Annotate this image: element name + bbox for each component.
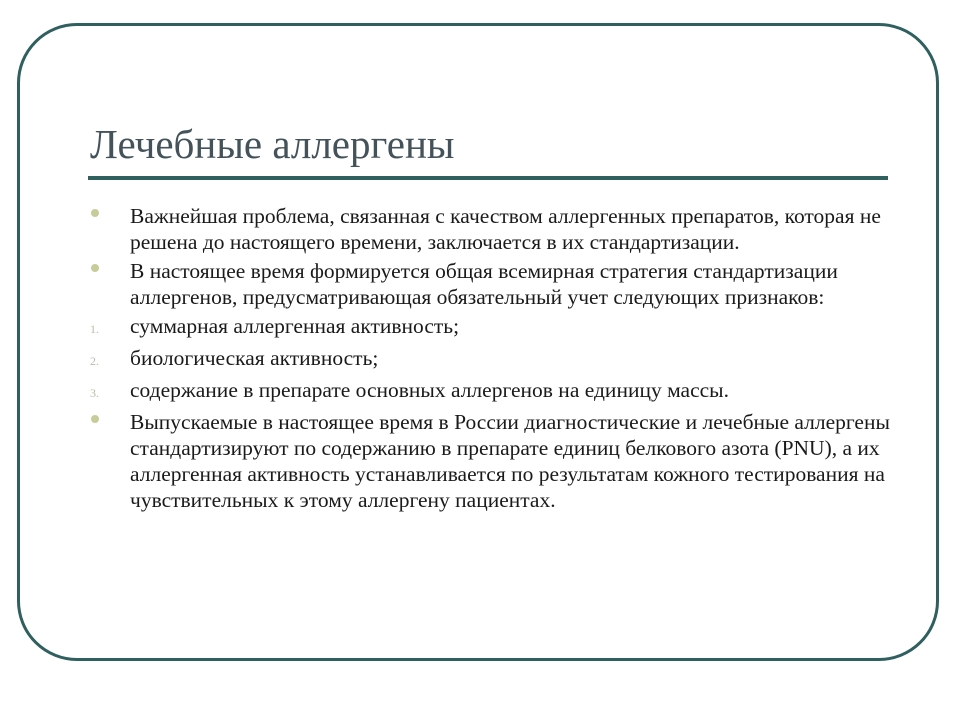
- bullet-dot-icon: [91, 209, 99, 217]
- list-item-number-3: [90, 377, 890, 403]
- bullet-dot-icon: [91, 415, 99, 423]
- list-item-bullet-2: [90, 258, 890, 310]
- list-number-marker: 2.: [90, 354, 99, 368]
- list-item-text: суммарная аллергенная активность;: [130, 314, 460, 338]
- list-item-text: биологическая активность;: [130, 346, 379, 370]
- list-item-bullet-3: [90, 409, 890, 513]
- list-number-marker: 3.: [90, 386, 99, 400]
- list-item-text: Важнейшая проблема, связанная с качеством аллергенных препаратов, которая не решена до настоящего времени, заключается в их стандартизации.: [130, 204, 881, 254]
- list-item-number-1: [90, 313, 890, 339]
- list-item-number-2: [90, 345, 890, 371]
- list-number-marker: 1.: [90, 322, 99, 336]
- list-item-text: В настоящее время формируется общая всемирная стратегия стандартизации аллергенов, предусматривающая обязательный учет следующих признаков:: [130, 259, 838, 309]
- content-list: [90, 203, 890, 516]
- list-item-text: Выпускаемые в настоящее время в России диагностические и лечебные аллергены стандартизируют по содержанию в препарате единиц белкового азота (PNU), а их аллергенная активность устанавливается по результатам кожного тестирования на чувствительных к этому аллергену пациентах.: [130, 410, 890, 512]
- bullet-dot-icon: [91, 264, 99, 272]
- list-item-bullet-1: [90, 203, 890, 255]
- list-item-text: содержание в препарате основных аллергенов на единицу массы.: [130, 378, 729, 402]
- title-underline: [88, 176, 888, 180]
- slide-title: Лечебные аллергены: [90, 121, 455, 167]
